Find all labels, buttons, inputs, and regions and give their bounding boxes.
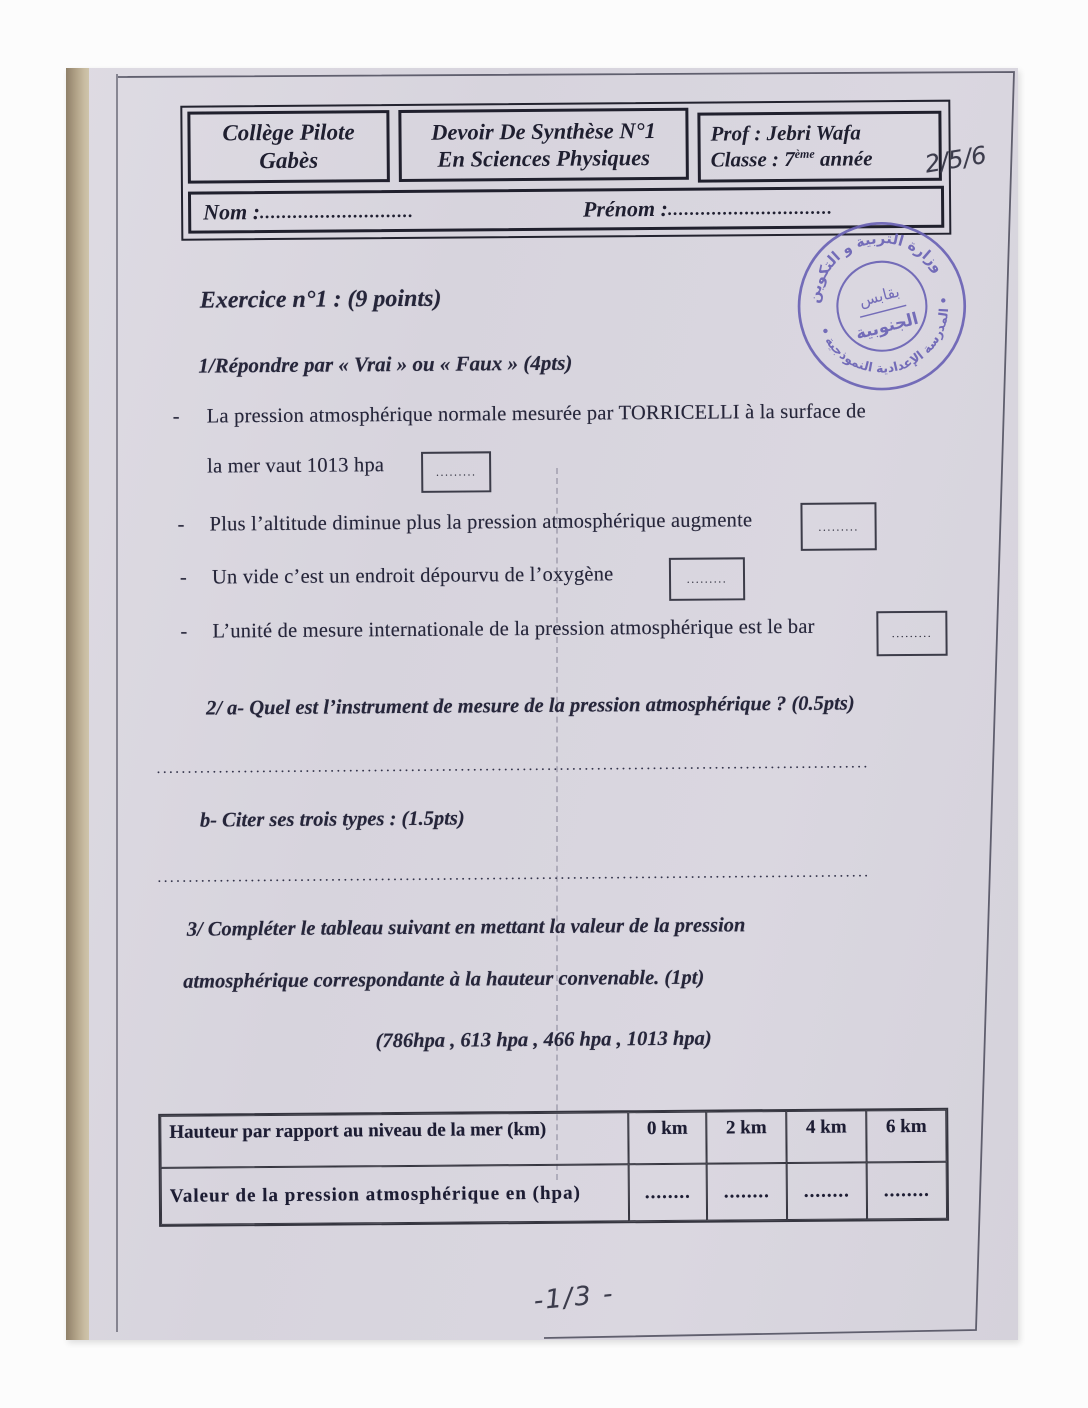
teacher-name: Prof : Jebri Wafa — [710, 120, 861, 146]
statement-1-bullet: - — [172, 405, 180, 428]
statement-4-line1: L’unité de mesure internationale de la pression atmosphérique est le bar — [212, 615, 815, 643]
firstname-label: Prénom : — [582, 195, 668, 222]
statement-4-bullet: - — [180, 620, 188, 643]
statement-1-line2: la mer vaut 1013 hpa — [207, 454, 385, 478]
table-header-4km: 4 km — [786, 1110, 866, 1163]
name-row — [188, 186, 944, 234]
pressure-table — [158, 1108, 949, 1227]
teacher-class-cell — [697, 111, 942, 183]
statement-4-answer-box: ......... — [876, 611, 947, 657]
class-suffix: année — [814, 146, 873, 171]
statement-1-line1: La pression atmosphérique normale mesurée par TORRICELLI à la surface de — [206, 400, 866, 428]
exam-title-line1: Devoir De Synthèse N°1 — [431, 117, 656, 145]
stamp-inner-ring — [828, 252, 936, 360]
q3-heading-line2: atmosphérique correspondante à la hauteur convenable. (1pt) — [183, 966, 705, 993]
handwritten-corner-note: 2/5/6 — [922, 140, 989, 179]
header-row — [187, 106, 944, 187]
statement-3-bullet: - — [179, 566, 188, 589]
table-header-0km: 0 km — [628, 1112, 706, 1165]
school-name-line1: Collège Pilote — [222, 119, 355, 146]
q2a-answer-line: ................................................................................................................... — [156, 754, 870, 777]
class-level — [711, 146, 873, 173]
exam-header-table — [180, 100, 951, 241]
q2b-heading: b- Citer ses trois types : (1.5pts) — [199, 807, 465, 832]
page-content — [66, 61, 1028, 1340]
table-cell-pressure-2km: ........ — [707, 1163, 787, 1221]
school-name-line2: Gabès — [259, 147, 319, 174]
name-label: Nom : — [203, 199, 261, 225]
q2a-heading: 2/ a- Quel est l’instrument de mesure de la pression atmosphérique ? (0.5pts) — [205, 692, 855, 720]
table-cell-pressure-4km: ........ — [787, 1162, 867, 1220]
table-row-pressure-label: Valeur de la pression atmosphérique en (hpa) — [161, 1164, 629, 1225]
exam-title-cell — [398, 108, 689, 182]
scanned-exam-page — [66, 68, 1018, 1340]
name-dotted-blank: ............................ — [259, 200, 415, 222]
statement-3-answer-box: ......... — [669, 557, 745, 601]
stamp-text-bottom: • المدرسة الإعدادية النموذجية • — [816, 295, 952, 376]
stamp-inner-text-top: بقابس — [857, 282, 902, 311]
statement-2-line1: Plus l’altitude diminue plus la pression atmosphérique augmente — [209, 509, 753, 536]
statement-3-line1: Un vide c’est un endroit dépourvu de l’oxygène — [211, 563, 614, 589]
stamp-text-top: وزارة التربية و التكوين — [806, 231, 946, 305]
statement-1-answer-box: ......... — [421, 451, 491, 493]
table-header-height: Hauteur par rapport au niveau de la mer (km) — [160, 1112, 628, 1168]
table-header-2km: 2 km — [706, 1111, 786, 1164]
table-header-6km: 6 km — [866, 1110, 946, 1163]
table-cell-pressure-6km: ........ — [867, 1162, 947, 1220]
q3-values-hint: (786hpa , 613 hpa , 466 hpa , 1013 hpa) — [375, 1027, 712, 1053]
q3-heading-line1: 3/ Compléter le tableau suivant en mettant la valeur de la pression — [186, 914, 746, 941]
firstname-dotted-blank: .............................. — [667, 197, 833, 219]
handwritten-page-number: -1/3 - — [532, 1278, 616, 1317]
exercise-title: Exercice n°1 : (9 points) — [199, 285, 442, 314]
q1-heading: 1/Répondre par « Vrai » ou « Faux » (4pts) — [198, 350, 573, 378]
name-row-spacer — [465, 210, 583, 211]
school-name-cell — [187, 110, 390, 184]
exam-title-line2: En Sciences Physiques — [437, 145, 651, 172]
statement-2-answer-box: ......... — [800, 502, 876, 551]
stamp-inner-text-bottom: الجنوبية — [853, 308, 921, 344]
q2b-answer-line: ................................................................................................................... — [157, 863, 871, 886]
table-cell-pressure-0km: ........ — [629, 1164, 707, 1222]
statement-2-bullet: - — [177, 513, 185, 536]
class-superscript: ème — [794, 146, 815, 161]
class-prefix: Classe : 7 — [710, 146, 795, 172]
